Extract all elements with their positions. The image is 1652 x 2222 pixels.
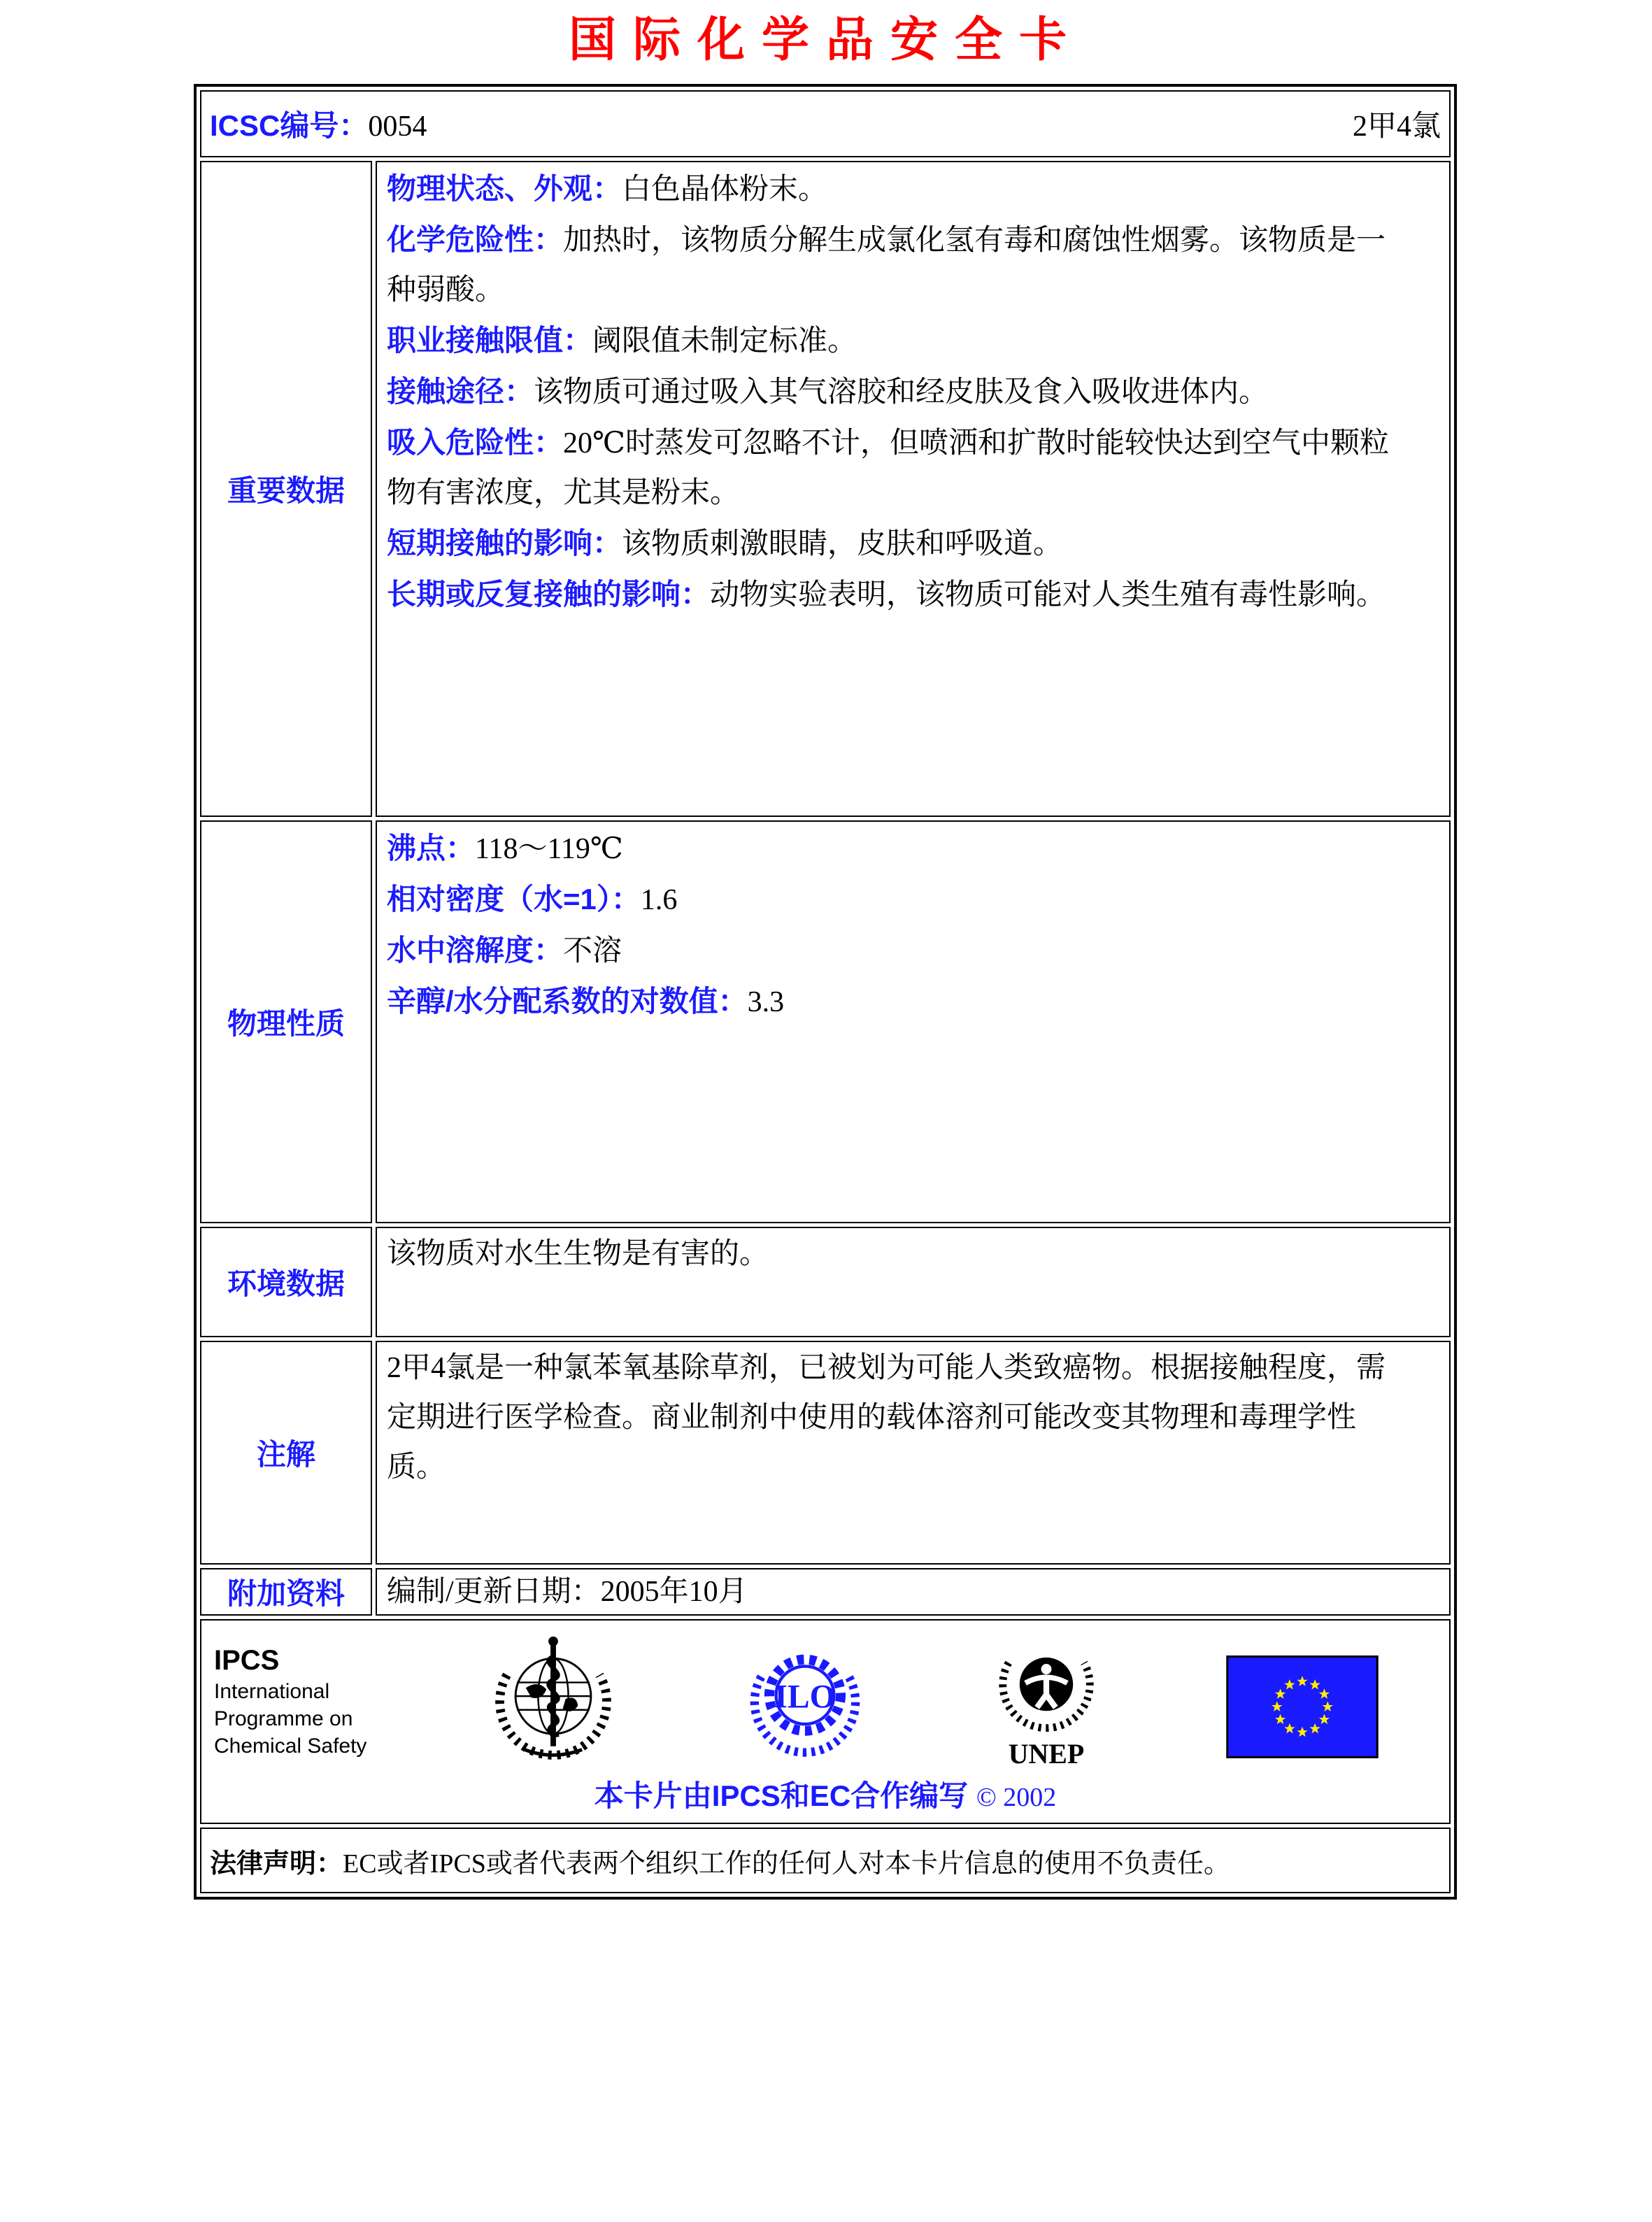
field-physical-state <box>387 164 1393 215</box>
field-chemical-dangers <box>387 215 1393 315</box>
ilo-logo <box>743 1638 867 1769</box>
field-long-term-effects <box>387 569 1393 620</box>
field-short-term-effects <box>387 518 1393 569</box>
additional-info-row <box>200 1568 1451 1616</box>
field-routes-of-exposure <box>387 366 1393 418</box>
field-value: 该物质刺激眼睛，皮肤和呼吸道。 <box>622 528 1063 560</box>
chemical-name: 2甲4氯 <box>1352 111 1441 143</box>
ipcs-subtitle-line: Programme on <box>214 1707 353 1730</box>
who-logo-icon <box>485 1632 622 1772</box>
field-label: 接触途径： <box>387 375 534 408</box>
field-label: 职业接触限值： <box>387 324 593 357</box>
section-label-notes: 注解 <box>200 1341 372 1565</box>
field-inhalation-risk <box>387 418 1393 518</box>
field-value: 阈限值未制定标准。 <box>592 325 857 357</box>
section-label-additional-info: 附加资料 <box>200 1568 372 1616</box>
header-row <box>200 90 1451 157</box>
field-value: 白色晶体粉末。 <box>622 173 828 206</box>
field-label: 沸点： <box>387 832 476 864</box>
icsc-number-label: ICSC编号： <box>210 109 369 142</box>
header-cell <box>200 90 1451 157</box>
field-relative-density <box>387 874 1393 925</box>
section-label-important-data: 重要数据 <box>200 161 372 817</box>
environmental-data-content <box>376 1227 1451 1337</box>
icsc-table <box>197 87 1454 1897</box>
important-data-content <box>376 161 1451 817</box>
field-value: 1.6 <box>640 884 678 916</box>
field-value: 118～119℃ <box>475 833 623 865</box>
field-octanol-water-partition <box>387 976 1393 1027</box>
environmental-data-row <box>200 1227 1451 1337</box>
notes-row <box>200 1341 1451 1565</box>
logos-strip <box>424 1626 1439 1775</box>
unep-logo-text: UNEP <box>1008 1737 1085 1769</box>
page-title: 国际化学品安全卡 <box>568 13 1083 66</box>
legal-notice-label: 法律声明： <box>210 1849 343 1879</box>
notes-text: 2甲4氯是一种氯苯氧基除草剂，已被划为可能人类致癌物。根据接触程度，需定期进行医学检查。商业制剂中使用的载体溶剂可能改变其物理和毒理学性质。 <box>387 1352 1386 1483</box>
icsc-number-value: 0054 <box>368 111 427 143</box>
update-date-value: 2005年10月 <box>600 1576 748 1608</box>
field-value: 20℃时蒸发可忽略不计，但喷洒和扩散时能较快达到空气中颗粒物有害浓度，尤其是粉末。 <box>387 427 1390 509</box>
section-label-physical-properties: 物理性质 <box>200 820 372 1223</box>
physical-properties-content <box>376 820 1451 1223</box>
notes-content <box>376 1341 1451 1565</box>
environmental-data-text: 该物质对水生生物是有害的。 <box>387 1238 769 1270</box>
who-logo <box>485 1632 622 1775</box>
field-label: 辛醇/水分配系数的对数值： <box>387 985 748 1018</box>
section-label-environmental-data: 环境数据 <box>200 1227 372 1337</box>
legal-notice-row <box>200 1828 1451 1893</box>
unep-logo-icon <box>988 1633 1104 1770</box>
field-value: 该物质可通过吸入其气溶胶和经皮肤及食入吸收进体内。 <box>534 376 1269 408</box>
field-value: 加热时，该物质分解生成氯化氢有毒和腐蚀性烟雾。该物质是一种弱酸。 <box>387 225 1386 306</box>
field-label: 长期或反复接触的影响： <box>387 578 711 611</box>
field-value: 动物实验表明，该物质可能对人类生殖有毒性影响。 <box>710 579 1386 611</box>
legal-notice-text: EC或者IPCS或者代表两个组织工作的任何人对本卡片信息的使用不负责任。 <box>343 1849 1230 1879</box>
field-label: 水中溶解度： <box>387 934 564 967</box>
cooperation-caption <box>211 1778 1439 1816</box>
field-value: 不溶 <box>563 935 622 967</box>
eu-flag-icon <box>1226 1655 1379 1758</box>
icsc-number-group <box>210 103 427 145</box>
field-label: 吸入危险性： <box>387 426 564 459</box>
ipcs-text-block <box>211 1626 424 1760</box>
important-data-row <box>200 161 1451 817</box>
field-label: 化学危险性： <box>387 223 564 256</box>
icsc-card <box>194 84 1457 1900</box>
copyright-text: © 2002 <box>976 1783 1057 1812</box>
field-label: 物理状态、外观： <box>387 172 622 205</box>
field-water-solubility <box>387 925 1393 976</box>
field-value: 3.3 <box>747 986 785 1018</box>
header-flex <box>210 103 1441 145</box>
footer-flex <box>211 1626 1439 1775</box>
logos-cell <box>200 1619 1451 1824</box>
legal-notice-cell <box>200 1828 1451 1893</box>
ipcs-subtitle-line: Chemical Safety <box>214 1735 367 1758</box>
ipcs-title: IPCS <box>214 1645 280 1676</box>
field-occupational-exposure-limits <box>387 315 1393 366</box>
additional-info-content <box>376 1568 1451 1616</box>
logos-row <box>200 1619 1451 1824</box>
field-label: 相对密度（水=1）： <box>387 883 641 916</box>
eu-flag <box>1226 1655 1379 1762</box>
ipcs-subtitle-line: International <box>214 1680 330 1703</box>
ilo-logo-text: ILO <box>774 1679 836 1716</box>
field-boiling-point <box>387 823 1393 874</box>
ilo-logo-icon <box>743 1638 867 1765</box>
update-date-label: 编制/更新日期： <box>387 1576 601 1608</box>
caption-text: 本卡片由IPCS和EC合作编写 <box>594 1779 969 1812</box>
field-label: 短期接触的影响： <box>387 527 622 560</box>
physical-properties-row <box>200 820 1451 1223</box>
unep-logo <box>988 1633 1104 1774</box>
